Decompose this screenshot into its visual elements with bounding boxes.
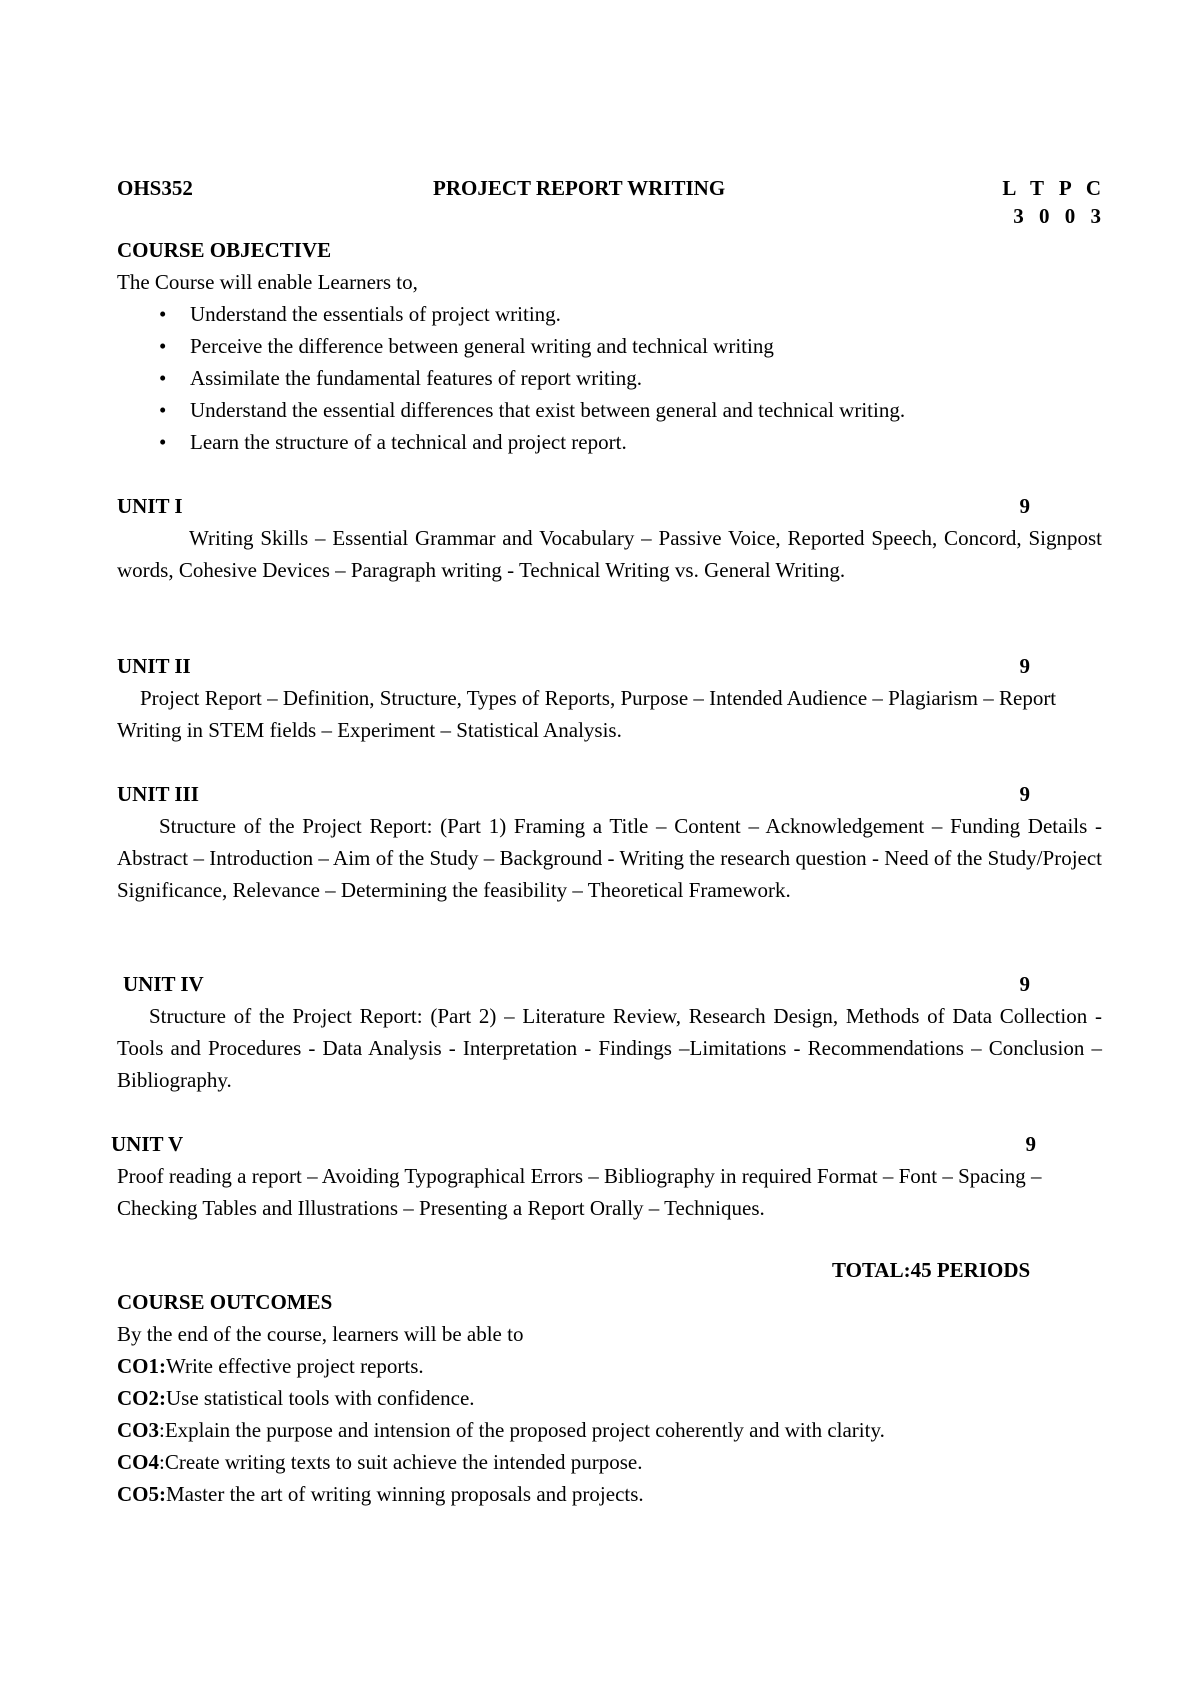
unit-3	[117, 778, 1102, 906]
unit-4-hours: 9	[1019, 972, 1030, 996]
course-objective-intro: The Course will enable Learners to,	[117, 270, 418, 294]
outcome-item	[117, 1382, 1102, 1414]
unit-5-hours: 9	[1025, 1132, 1036, 1156]
unit-3-header	[117, 778, 1102, 810]
course-outcomes-intro: By the end of the course, learners will be able to	[117, 1322, 524, 1346]
outcome-label: CO5:	[117, 1482, 166, 1506]
unit-2-title: UNIT II	[117, 654, 191, 678]
outcome-label: CO2:	[117, 1386, 166, 1410]
unit-1-hours: 9	[1019, 494, 1030, 518]
objective-item: • Learn the structure of a technical and project report.	[117, 426, 1102, 458]
unit-3-title: UNIT III	[117, 782, 199, 806]
unit-5-body: Proof reading a report – Avoiding Typographical Errors – Bibliography in required Format – Font – Spacing – Checking Tables and Illustrations – Presenting a Report Orally – Techniques.	[117, 1164, 1042, 1220]
unit-4	[117, 968, 1102, 1096]
unit-5-header	[111, 1128, 1102, 1160]
outcome-text: Use statistical tools with confidence.	[166, 1386, 475, 1410]
course-objective-title: COURSE OBJECTIVE	[117, 238, 332, 262]
unit-1-body: Writing Skills – Essential Grammar and Vocabulary – Passive Voice, Reported Speech, Concord, Signpost words, Cohesive Devices – Paragraph writing - Technical Writing vs. General Writing.	[117, 526, 1102, 582]
outcome-text: :Explain the purpose and intension of the proposed project coherently and with clarity.	[159, 1418, 885, 1442]
objective-item: • Perceive the difference between general writing and technical writing	[117, 330, 1102, 362]
outcome-text: Master the art of writing winning proposals and projects.	[166, 1482, 644, 1506]
objective-item: • Understand the essential differences that exist between general and technical writing.	[117, 394, 1102, 426]
unit-5-title: UNIT V	[111, 1132, 184, 1156]
course-header	[117, 172, 1102, 236]
ltpc-values: 3 0 0 3	[1013, 204, 1102, 228]
unit-5	[111, 1128, 1102, 1224]
outcome-item	[117, 1350, 1102, 1382]
course-title: PROJECT REPORT WRITING	[433, 176, 726, 200]
course-code: OHS352	[117, 176, 193, 200]
ltpc-labels: L T P C	[1002, 176, 1102, 200]
unit-2-hours: 9	[1019, 654, 1030, 678]
outcome-label: CO1:	[117, 1354, 166, 1378]
unit-2-body: Project Report – Definition, Structure, Types of Reports, Purpose – Intended Audience – Plagiarism – Report Writing in STEM fields – Experiment – Statistical Analysis.	[117, 686, 1057, 742]
unit-3-body: Structure of the Project Report: (Part 1) Framing a Title – Content – Acknowledgement – Funding Details -Abstract – Introduction – Aim of the Study – Background - Writing the research question - Need of the Study/Project Significance, Relevance – Determining the feasibility – Theoretical Framework.	[117, 814, 1102, 902]
total-periods: TOTAL:45 PERIODS	[832, 1258, 1031, 1282]
objective-item: • Assimilate the fundamental features of report writing.	[117, 362, 1102, 394]
outcome-item	[117, 1478, 1102, 1510]
course-objective-section	[117, 234, 1102, 458]
outcome-item	[117, 1414, 1102, 1446]
course-outcomes-section	[117, 1286, 1102, 1510]
unit-2	[117, 650, 1121, 746]
course-outcomes-title: COURSE OUTCOMES	[117, 1290, 333, 1314]
unit-3-hours: 9	[1019, 782, 1030, 806]
unit-4-body: Structure of the Project Report: (Part 2) – Literature Review, Research Design, Methods of Data Collection - Tools and Procedures - Data Analysis - Interpretation - Findings –Limitations - Recommendations – Conclusion – Bibliography.	[117, 1004, 1102, 1092]
outcome-label: CO4	[117, 1450, 159, 1474]
objective-list	[117, 298, 1102, 458]
outcome-label: CO3	[117, 1418, 159, 1442]
outcome-text: Write effective project reports.	[166, 1354, 424, 1378]
unit-1-title: UNIT I	[117, 494, 183, 518]
unit-4-title: UNIT IV	[123, 972, 204, 996]
unit-2-header	[117, 650, 1102, 682]
unit-1	[117, 490, 1102, 586]
objective-item: • Understand the essentials of project writing.	[117, 298, 1102, 330]
unit-4-header	[117, 968, 1102, 1000]
outcome-item	[117, 1446, 1102, 1478]
outcome-text: :Create writing texts to suit achieve the intended purpose.	[159, 1450, 643, 1474]
unit-1-header	[117, 490, 1102, 522]
